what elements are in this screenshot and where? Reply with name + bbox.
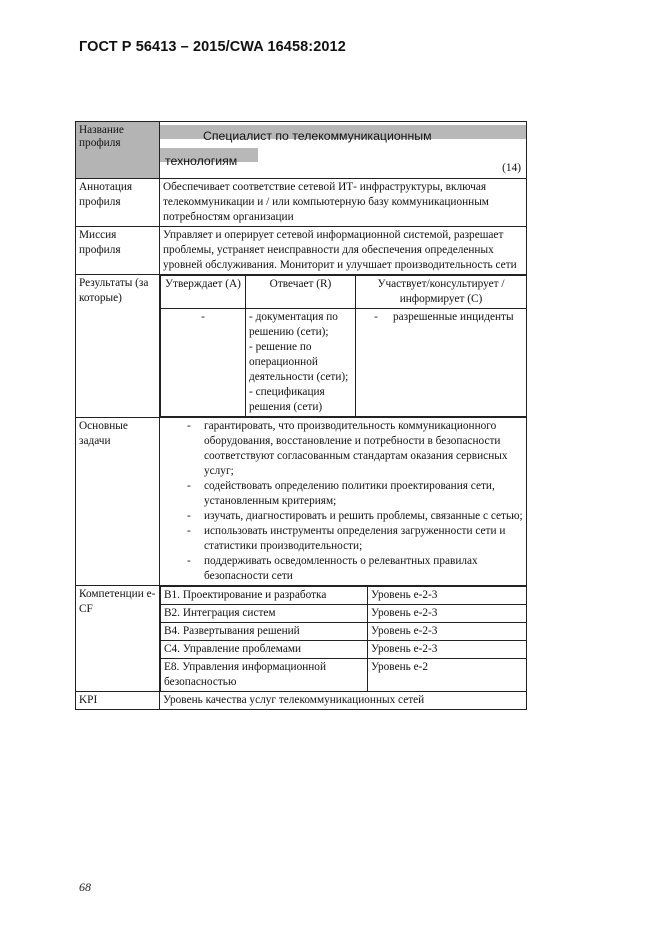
results-col-approves: Утверждает (А) (161, 276, 246, 309)
kpi-row (76, 692, 527, 710)
dash-marker: - (374, 311, 378, 323)
list-item: - поддерживать осведомленность о релевантных правилах безопасности сети (187, 554, 523, 584)
results-table (160, 275, 526, 417)
table-row (161, 587, 527, 605)
document-header: ГОСТ Р 56413 – 2015/CWA 16458:2012 (79, 39, 346, 55)
list-item: - использовать инструменты определения загруженности сети и статистики производительности; (187, 524, 523, 554)
kpi-text: Уровень качества услуг телекоммуникационных сетей (160, 692, 527, 710)
profile-title-line1: Специалист по телекоммуникационным (203, 129, 432, 143)
list-item: - спецификация решения (сети) (249, 386, 325, 413)
results-row (76, 275, 527, 418)
annotation-row (76, 179, 527, 227)
competence-name: Е8. Управления информационной безопасностью (161, 659, 368, 692)
results-label: Результаты (за которые) (76, 275, 160, 418)
results-responsible-list (246, 309, 356, 417)
competence-level: Уровень е-2 (368, 659, 527, 692)
results-col-contributes: Участвует/консультирует /информирует (С) (356, 276, 527, 309)
annotation-label: Аннотация профиля (76, 179, 160, 227)
list-item: - гарантировать, что производительность коммуникационного оборудования, восстановление и потребности в безопасности соответствуют согласованным стандартам оказания сервисных услуг; (187, 419, 523, 479)
competence-name: В1. Проектирование и разработка (161, 587, 368, 605)
competence-level: Уровень е-2-3 (368, 623, 527, 641)
competence-name: В2. Интеграция систем (161, 605, 368, 623)
competence-level: Уровень е-2-3 (368, 587, 527, 605)
table-row (161, 659, 527, 692)
list-item: - документация по решению (сети); (249, 311, 338, 338)
tasks-cell (160, 418, 527, 586)
competence-name: С4. Управление проблемами (161, 641, 368, 659)
tasks-row (76, 418, 527, 586)
tasks-label: Основные задачи (76, 418, 160, 586)
page-number: 68 (79, 880, 91, 894)
table-row (161, 641, 527, 659)
list-item: - содействовать определению политики проектирования сети, установленным критериям; (187, 479, 523, 509)
competences-cell (160, 586, 527, 692)
profile-number: (14) (502, 162, 521, 174)
list-item: - изучать, диагностировать и решить проблемы, связанные с сетью; (187, 509, 523, 524)
competence-level: Уровень е-2-3 (368, 605, 527, 623)
profile-title-line2: технологиям (165, 154, 238, 168)
profile-name-row (76, 122, 527, 179)
mission-row (76, 227, 527, 275)
table-row (161, 605, 527, 623)
results-contributes-value (356, 309, 527, 417)
results-contributes-text: разрешенные инциденты (393, 311, 514, 323)
competence-level: Уровень е-2-3 (368, 641, 527, 659)
competences-row (76, 586, 527, 692)
results-approves-value: - (161, 309, 246, 417)
list-item: - решение по операционной деятельности (сети); (249, 341, 349, 383)
table-row (161, 623, 527, 641)
results-col-responsible: Отвечает (R) (246, 276, 356, 309)
mission-text: Управляет и оперирует сетевой информационной системой, разрешает проблемы, устраняет неисправности для обеспечения определенных уровней обслуживания. Мониторит и улучшает производительность сети (160, 227, 527, 275)
tasks-list (163, 419, 523, 584)
results-cell (160, 275, 527, 418)
annotation-text: Обеспечивает соответствие сетевой ИТ- инфраструктуры, включая телекоммуникации и / или компьютерную базу коммуникационным потребностям организации (160, 179, 527, 227)
competences-label: Компетенции e-CF (76, 586, 160, 692)
mission-label: Миссия профиля (76, 227, 160, 275)
profile-title-cell (160, 122, 527, 179)
profile-name-label: Название профиля (76, 122, 160, 179)
kpi-label: KPI (76, 692, 160, 710)
profile-table (75, 121, 527, 710)
competences-table (160, 586, 526, 691)
competence-name: В4. Развертывания решений (161, 623, 368, 641)
